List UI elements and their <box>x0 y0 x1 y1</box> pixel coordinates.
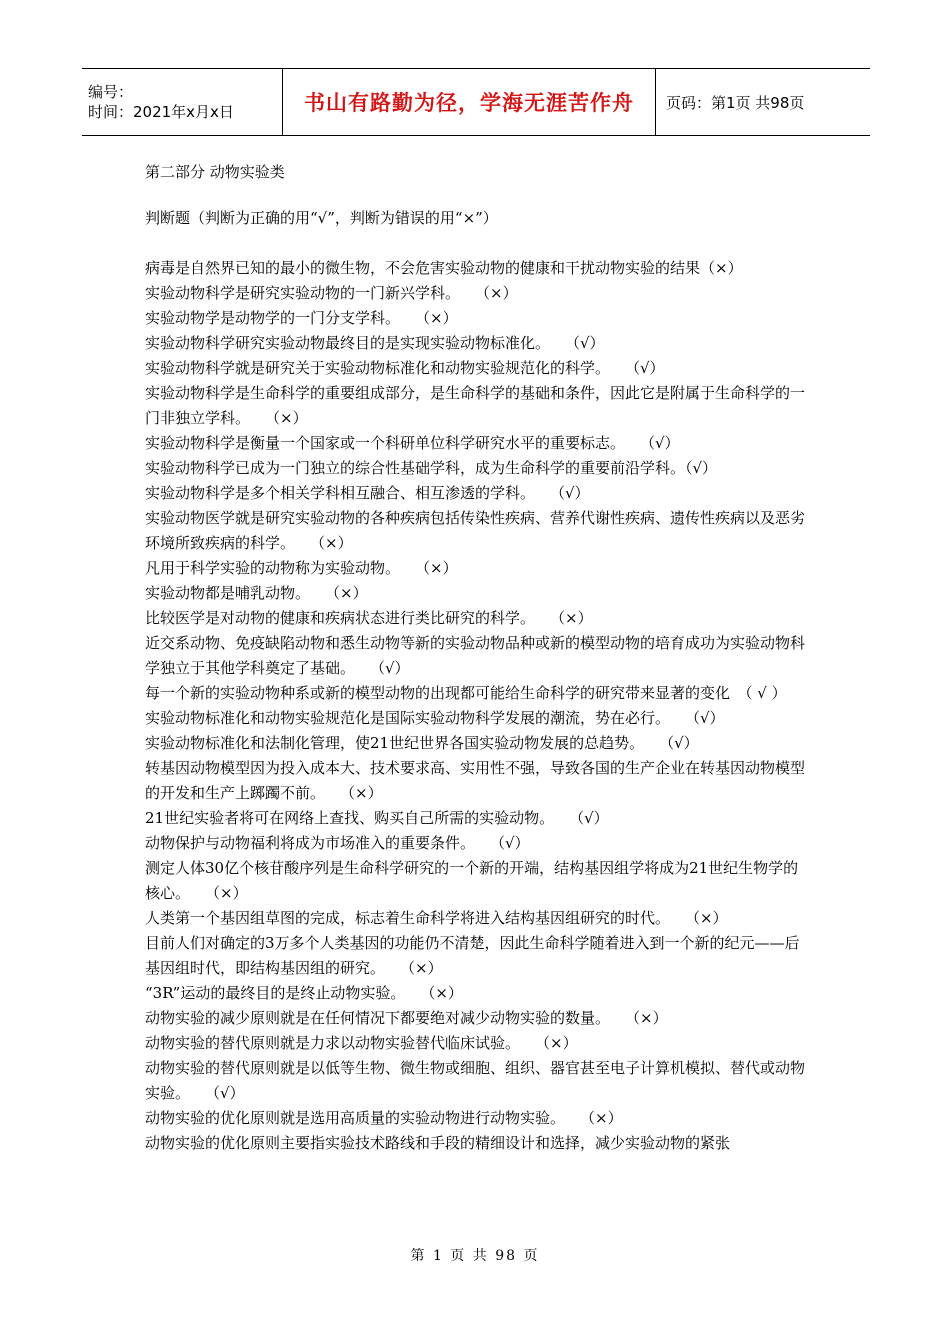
question-item: 近交系动物、免疫缺陷动物和悉生动物等新的实验动物品种或新的模型动物的培育成功为实验动物科学独立于其他学科奠定了基础。 （√） <box>145 634 806 677</box>
document-body <box>145 160 810 1156</box>
question-item: 实验动物科学是衡量一个国家或一个科研单位科学研究水平的重要标志。 （√） <box>145 434 680 452</box>
question-item: 实验动物科学是研究实验动物的一门新兴学科。 （×） <box>145 284 518 302</box>
question-item: 实验动物科学就是研究关于实验动物标准化和动物实验规范化的科学。 （√） <box>145 359 665 377</box>
question-item: 实验动物医学就是研究实验动物的各种疾病包括传染性疾病、营养代谢性疾病、遗传性疾病以及恶劣环境所致疾病的科学。 （×） <box>145 509 806 552</box>
question-item: 实验动物科学是生命科学的重要组成部分，是生命科学的基础和条件，因此它是附属于生命科学的一门非独立学科。 （×） <box>145 384 806 427</box>
question-item: 比较医学是对动物的健康和疾病状态进行类比研究的科学。 （×） <box>145 609 593 627</box>
header-motto: 书山有路勤为径，学海无涯苦作舟 <box>304 91 634 115</box>
question-item: 每一个新的实验动物种系或新的模型动物的出现都可能给生命科学的研究带来显著的变化 （ √ ） <box>145 684 787 702</box>
question-item: 动物实验的优化原则主要指实验技术路线和手段的精细设计和选择，减少实验动物的紧张 <box>145 1134 731 1152</box>
question-item: 实验动物科学已成为一门独立的综合性基础学科，成为生命科学的重要前沿学科。（√） <box>145 459 718 477</box>
header-page-info: 页码：第1页 共98页 <box>666 93 805 112</box>
question-item: 动物实验的替代原则就是力求以动物实验替代临床试验。 （×） <box>145 1034 578 1052</box>
question-item: 动物实验的替代原则就是以低等生物、微生物或细胞、组织、器官甚至电子计算机模拟、替代或动物实验。 （√） <box>145 1059 806 1102</box>
instruction-text: 判断题（判断为正确的用“√”，判断为错误的用“×”） <box>145 209 498 227</box>
page-footer: 第 1 页 共 98 页 <box>410 1248 540 1264</box>
document-time-label: 时间：2021年x月x日 <box>88 103 234 121</box>
question-item: 实验动物标准化和动物实验规范化是国际实验动物科学发展的潮流，势在必行。 （√） <box>145 709 725 727</box>
header-motto-cell <box>282 69 656 135</box>
question-item: 动物实验的减少原则就是在任何情况下都要绝对减少动物实验的数量。 （×） <box>145 1009 668 1027</box>
section-title: 第二部分 动物实验类 <box>145 163 285 181</box>
question-item: 凡用于科学实验的动物称为实验动物。 （×） <box>145 559 458 577</box>
question-item: 实验动物都是哺乳动物。 （×） <box>145 584 368 602</box>
question-item: 转基因动物模型因为投入成本大、技术要求高、实用性不强，导致各国的生产企业在转基因动物模型的开发和生产上踯躅不前。 （×） <box>145 759 806 802</box>
question-item: 病毒是自然界已知的最小的微生物，不会危害实验动物的健康和干扰动物实验的结果（×） <box>145 259 743 277</box>
question-list <box>145 256 810 1156</box>
question-item: 动物保护与动物福利将成为市场准入的重要条件。 （√） <box>145 834 530 852</box>
question-item: 实验动物标准化和法制化管理，使21世纪世界各国实验动物发展的总趋势。 （√） <box>145 734 699 752</box>
header-page-info-cell <box>656 69 870 135</box>
question-item: 人类第一个基因组草图的完成，标志着生命科学将进入结构基因组研究的时代。 （×） <box>145 909 728 927</box>
question-item: 21世纪实验者将可在网络上查找、购买自己所需的实验动物。 （√） <box>145 809 609 827</box>
question-item: 动物实验的优化原则就是选用高质量的实验动物进行动物实验。 （×） <box>145 1109 623 1127</box>
header-meta <box>82 69 282 135</box>
question-item: “3R”运动的最终目的是终止动物实验。 （×） <box>145 984 463 1002</box>
question-item: 实验动物科学是多个相关学科相互融合、相互渗透的学科。 （√） <box>145 484 590 502</box>
question-item: 目前人们对确定的3万多个人类基因的功能仍不清楚，因此生命科学随着进入到一个新的纪元——后基因组时代，即结构基因组的研究。 （×） <box>145 934 800 977</box>
question-item: 实验动物学是动物学的一门分支学科。 （×） <box>145 309 458 327</box>
question-item: 实验动物科学研究实验动物最终目的是实现实验动物标准化。 （√） <box>145 334 605 352</box>
document-number-label: 编号： <box>88 83 134 101</box>
page-header <box>82 68 870 136</box>
question-item: 测定人体30亿个核苷酸序列是生命科学研究的一个新的开端，结构基因组学将成为21世纪生物学的核心。 （×） <box>145 859 799 902</box>
